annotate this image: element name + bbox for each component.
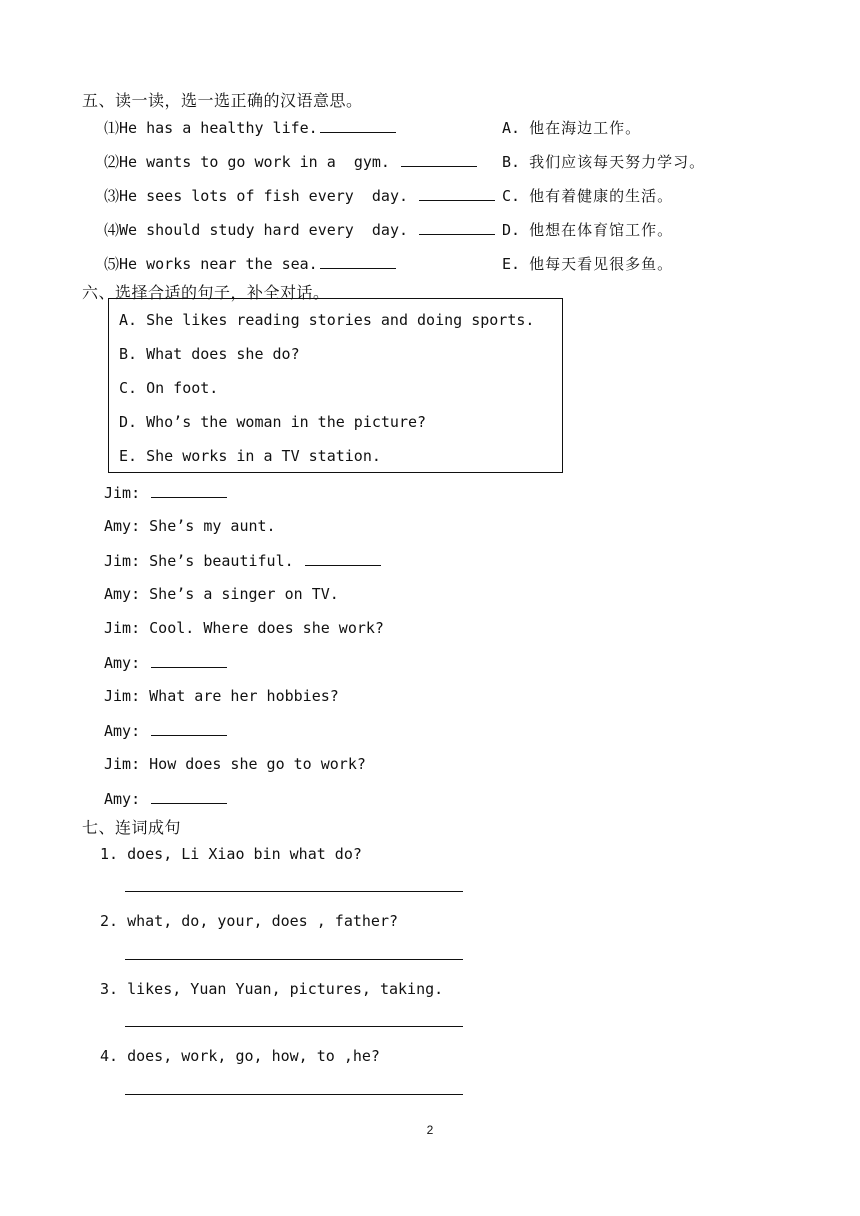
page-number: 2	[426, 1123, 434, 1137]
section-7-item-1	[100, 845, 362, 863]
item-text: He has a healthy life.	[119, 119, 318, 137]
item-text: He wants to go work in a gym.	[119, 153, 399, 171]
item-text: He sees lots of fish every day.	[119, 187, 418, 205]
dialogue-line-5	[104, 619, 384, 637]
dialogue-line-7	[104, 687, 339, 705]
option-text: 他有着健康的生活。	[529, 187, 674, 205]
answer-blank[interactable]	[151, 483, 227, 498]
item-number: 1.	[100, 845, 119, 863]
option-text: 他每天看见很多鱼。	[529, 255, 674, 273]
item-number: ⑴	[104, 119, 120, 137]
dialogue-text: Amy:	[104, 654, 150, 672]
section-5-item-2	[104, 151, 477, 172]
section-5-option-a	[502, 117, 641, 138]
section-7-item-2	[100, 912, 398, 930]
answer-blank[interactable]	[320, 118, 396, 133]
section-6-heading: 六、选择合适的句子，补全对话。	[82, 283, 330, 302]
item-text: We should study hard every day.	[119, 221, 418, 239]
section-5-item-3	[104, 185, 495, 206]
item-text: likes, Yuan Yuan, pictures, taking.	[127, 980, 444, 998]
option-letter: D.	[502, 221, 521, 239]
option-text: 他在海边工作。	[529, 119, 642, 137]
item-text: what, do, your, does , father?	[127, 912, 399, 930]
dialogue-line-6	[104, 653, 227, 672]
item-number: 2.	[100, 912, 119, 930]
answer-line-1[interactable]	[125, 891, 463, 892]
dialogue-text: Jim: What are her hobbies?	[104, 687, 339, 705]
section-7-item-4	[100, 1047, 380, 1065]
dialogue-line-3	[104, 551, 381, 570]
dialogue-text: Jim: Cool. Where does she work?	[104, 619, 384, 637]
answer-line-3[interactable]	[125, 1026, 463, 1027]
section-5-option-d	[502, 219, 673, 240]
item-number: 4.	[100, 1047, 119, 1065]
choice-d: D. Who’s the woman in the picture?	[119, 413, 427, 431]
choices-box	[108, 298, 563, 473]
dialogue-text: Jim:	[104, 484, 150, 502]
section-7-item-3	[100, 980, 443, 998]
item-text: does, work, go, how, to ,he?	[127, 1047, 380, 1065]
section-5-item-1	[104, 117, 396, 138]
item-number: ⑶	[104, 187, 120, 205]
option-letter: C.	[502, 187, 521, 205]
answer-blank[interactable]	[401, 152, 477, 167]
item-number: ⑷	[104, 221, 120, 239]
dialogue-line-9	[104, 755, 366, 773]
item-number: 3.	[100, 980, 119, 998]
section-5-item-5	[104, 253, 396, 274]
item-text: does, Li Xiao bin what do?	[127, 845, 362, 863]
choice-a: A. She likes reading stories and doing sports.	[119, 311, 535, 329]
answer-blank[interactable]	[419, 220, 495, 235]
answer-line-4[interactable]	[125, 1094, 463, 1095]
dialogue-line-1	[104, 483, 227, 502]
dialogue-text: Amy:	[104, 722, 150, 740]
choice-c: C. On foot.	[119, 379, 219, 397]
dialogue-text: Amy:	[104, 790, 150, 808]
option-text: 我们应该每天努力学习。	[529, 153, 706, 171]
dialogue-text: Jim: She’s beautiful.	[104, 552, 303, 570]
dialogue-line-2	[104, 517, 276, 535]
answer-blank[interactable]	[320, 254, 396, 269]
section-5-option-c	[502, 185, 673, 206]
answer-blank[interactable]	[305, 551, 381, 566]
section-5-heading: 五、读一读，选一选正确的汉语意思。	[82, 91, 363, 110]
answer-blank[interactable]	[419, 186, 495, 201]
answer-blank[interactable]	[151, 721, 227, 736]
item-number: ⑸	[104, 255, 120, 273]
dialogue-line-8	[104, 721, 227, 740]
item-number: ⑵	[104, 153, 120, 171]
section-7-heading: 七、连词成句	[82, 818, 182, 837]
dialogue-text: Amy: She’s my aunt.	[104, 517, 276, 535]
dialogue-text: Jim: How does she go to work?	[104, 755, 366, 773]
option-letter: A.	[502, 119, 521, 137]
option-letter: B.	[502, 153, 521, 171]
option-letter: E.	[502, 255, 521, 273]
option-text: 他想在体育馆工作。	[529, 221, 674, 239]
answer-blank[interactable]	[151, 789, 227, 804]
answer-blank[interactable]	[151, 653, 227, 668]
item-text: He works near the sea.	[119, 255, 318, 273]
section-5-item-4	[104, 219, 495, 240]
choice-b: B. What does she do?	[119, 345, 300, 363]
dialogue-text: Amy: She’s a singer on TV.	[104, 585, 339, 603]
dialogue-line-10	[104, 789, 227, 808]
choice-e: E. She works in a TV station.	[119, 447, 381, 465]
section-5-option-e	[502, 253, 673, 274]
section-5-option-b	[502, 151, 705, 172]
answer-line-2[interactable]	[125, 959, 463, 960]
dialogue-line-4	[104, 585, 339, 603]
